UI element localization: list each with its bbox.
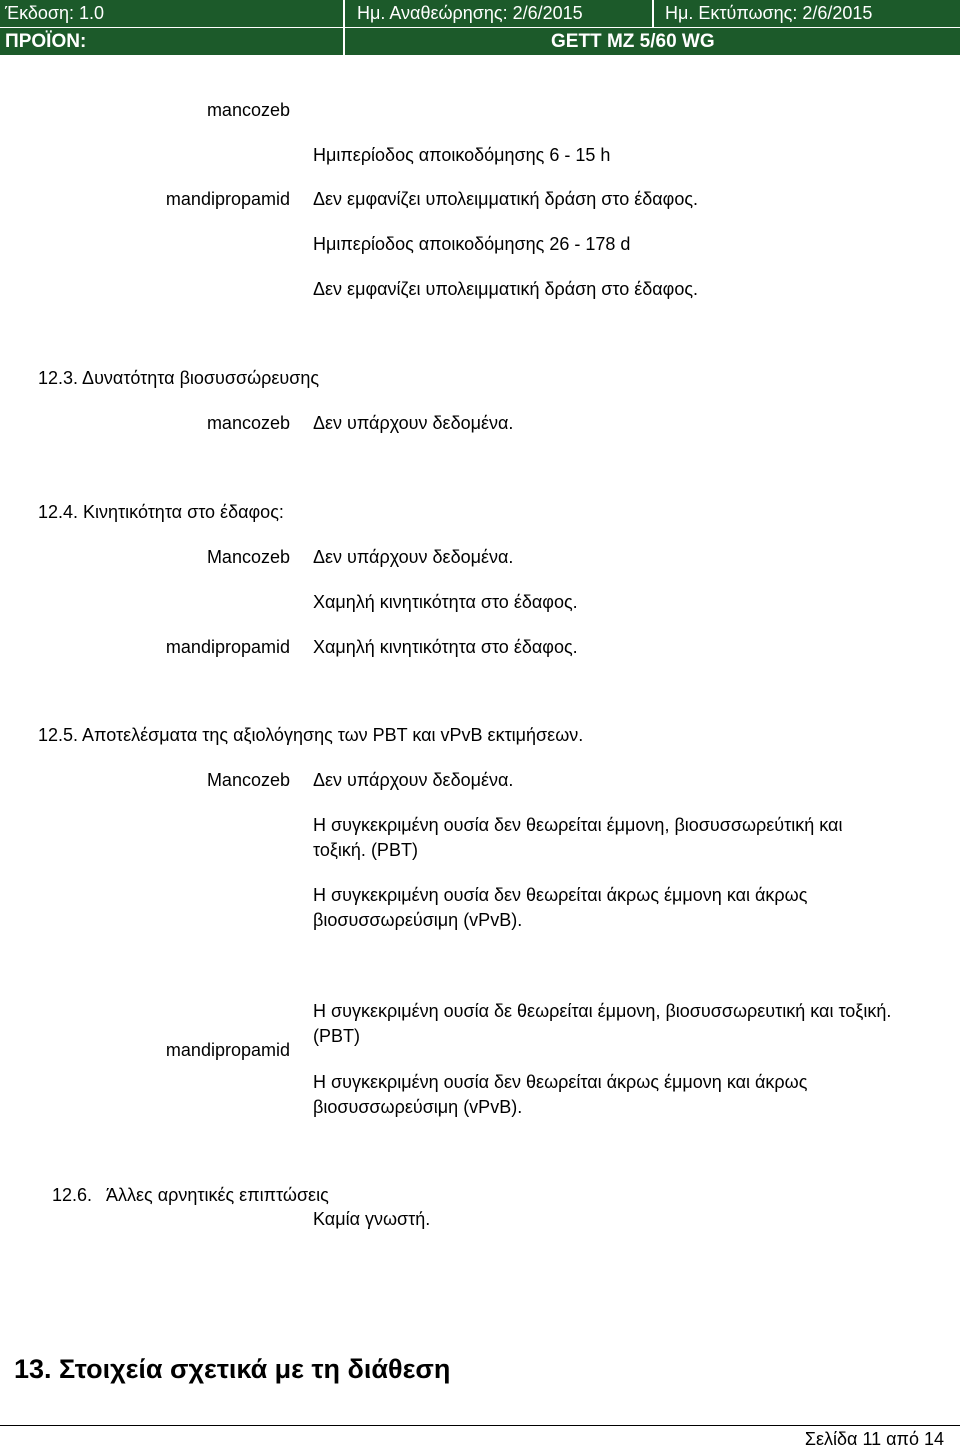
section-12-3-title: 12.3. Δυνατότητα βιοσυσσώρευσης xyxy=(38,368,320,388)
substance-label: Mancozeb xyxy=(206,547,290,567)
edition-text: Έκδοση: 1.0 xyxy=(5,3,105,23)
substance-label: mancozeb xyxy=(206,413,290,433)
footer-divider xyxy=(0,1425,960,1426)
section-12-6-number: 12.6. xyxy=(52,1185,93,1205)
header-bar-top xyxy=(0,0,960,27)
substance-label: mandipropamid xyxy=(165,637,290,657)
vpvb-text: Η συγκεκριμένη ουσία δεν θεωρείται άκρως έμμονη και άκρως βιοσυσσωρεύσιμη (vPvB). xyxy=(313,1072,808,1117)
substance-label: Mancozeb xyxy=(206,770,290,790)
halflife-text: Ημιπερίοδος αποικοδόμησης 26 - 178 d xyxy=(313,234,631,254)
substance-label: mandipropamid xyxy=(165,189,290,209)
pbt-text: Η συγκεκριμένη ουσία δε θεωρείται έμμονη, βιοσυσσωρευτική και τοξική. (PBT) xyxy=(313,1001,892,1046)
vpvb-text: Η συγκεκριμένη ουσία δεν θεωρείται άκρως έμμονη και άκρως βιοσυσσωρεύσιμη (vPvB). xyxy=(313,885,808,930)
section-13-title: 13. Στοιχεία σχετικά με τη διάθεση xyxy=(14,1354,451,1384)
substance-label: mancozeb xyxy=(206,100,290,120)
residual-text: Δεν εμφανίζει υπολειμματική δράση στο έδαφος. xyxy=(313,189,699,209)
substance-label: mandipropamid xyxy=(165,1040,290,1060)
data-text: Δεν υπάρχουν δεδομένα. xyxy=(313,547,514,567)
pbt-text: Η συγκεκριμένη ουσία δεν θεωρείται έμμονη, βιοσυσσωρεύτική και τοξική. (PBT) xyxy=(313,815,843,860)
section-12-5-title: 12.5. Αποτελέσματα της αξιολόγησης των PBT και vPvB εκτιμήσεων. xyxy=(38,725,584,745)
header-divider xyxy=(343,28,345,55)
header-divider xyxy=(652,0,654,27)
product-label: ΠΡΟΪΟΝ: xyxy=(5,31,87,52)
mobility-text: Χαμηλή κινητικότητα στο έδαφος. xyxy=(313,637,578,657)
data-text: Δεν υπάρχουν δεδομένα. xyxy=(313,770,514,790)
page-number: Σελίδα 11 από 14 xyxy=(804,1429,944,1449)
section-12-4-title: 12.4. Κινητικότητα στο έδαφος: xyxy=(38,502,284,522)
mobility-text: Χαμηλή κινητικότητα στο έδαφος. xyxy=(313,592,578,612)
section-12-6-title: Άλλες αρνητικές επιπτώσεις xyxy=(106,1185,329,1205)
halflife-text: Ημιπερίοδος αποικοδόμησης 6 - 15 h xyxy=(313,145,611,165)
product-name: GETT MZ 5/60 WG xyxy=(551,31,715,52)
revision-date: Ημ. Αναθεώρησης: 2/6/2015 xyxy=(357,3,583,23)
residual-text: Δεν εμφανίζει υπολειμματική δράση στο έδαφος. xyxy=(313,279,699,299)
adverse-effects-text: Καμία γνωστή. xyxy=(313,1209,431,1229)
header-bar-product xyxy=(0,28,960,55)
print-date: Ημ. Εκτύπωσης: 2/6/2015 xyxy=(665,3,873,23)
header-divider xyxy=(343,0,345,27)
data-text: Δεν υπάρχουν δεδομένα. xyxy=(313,413,514,433)
